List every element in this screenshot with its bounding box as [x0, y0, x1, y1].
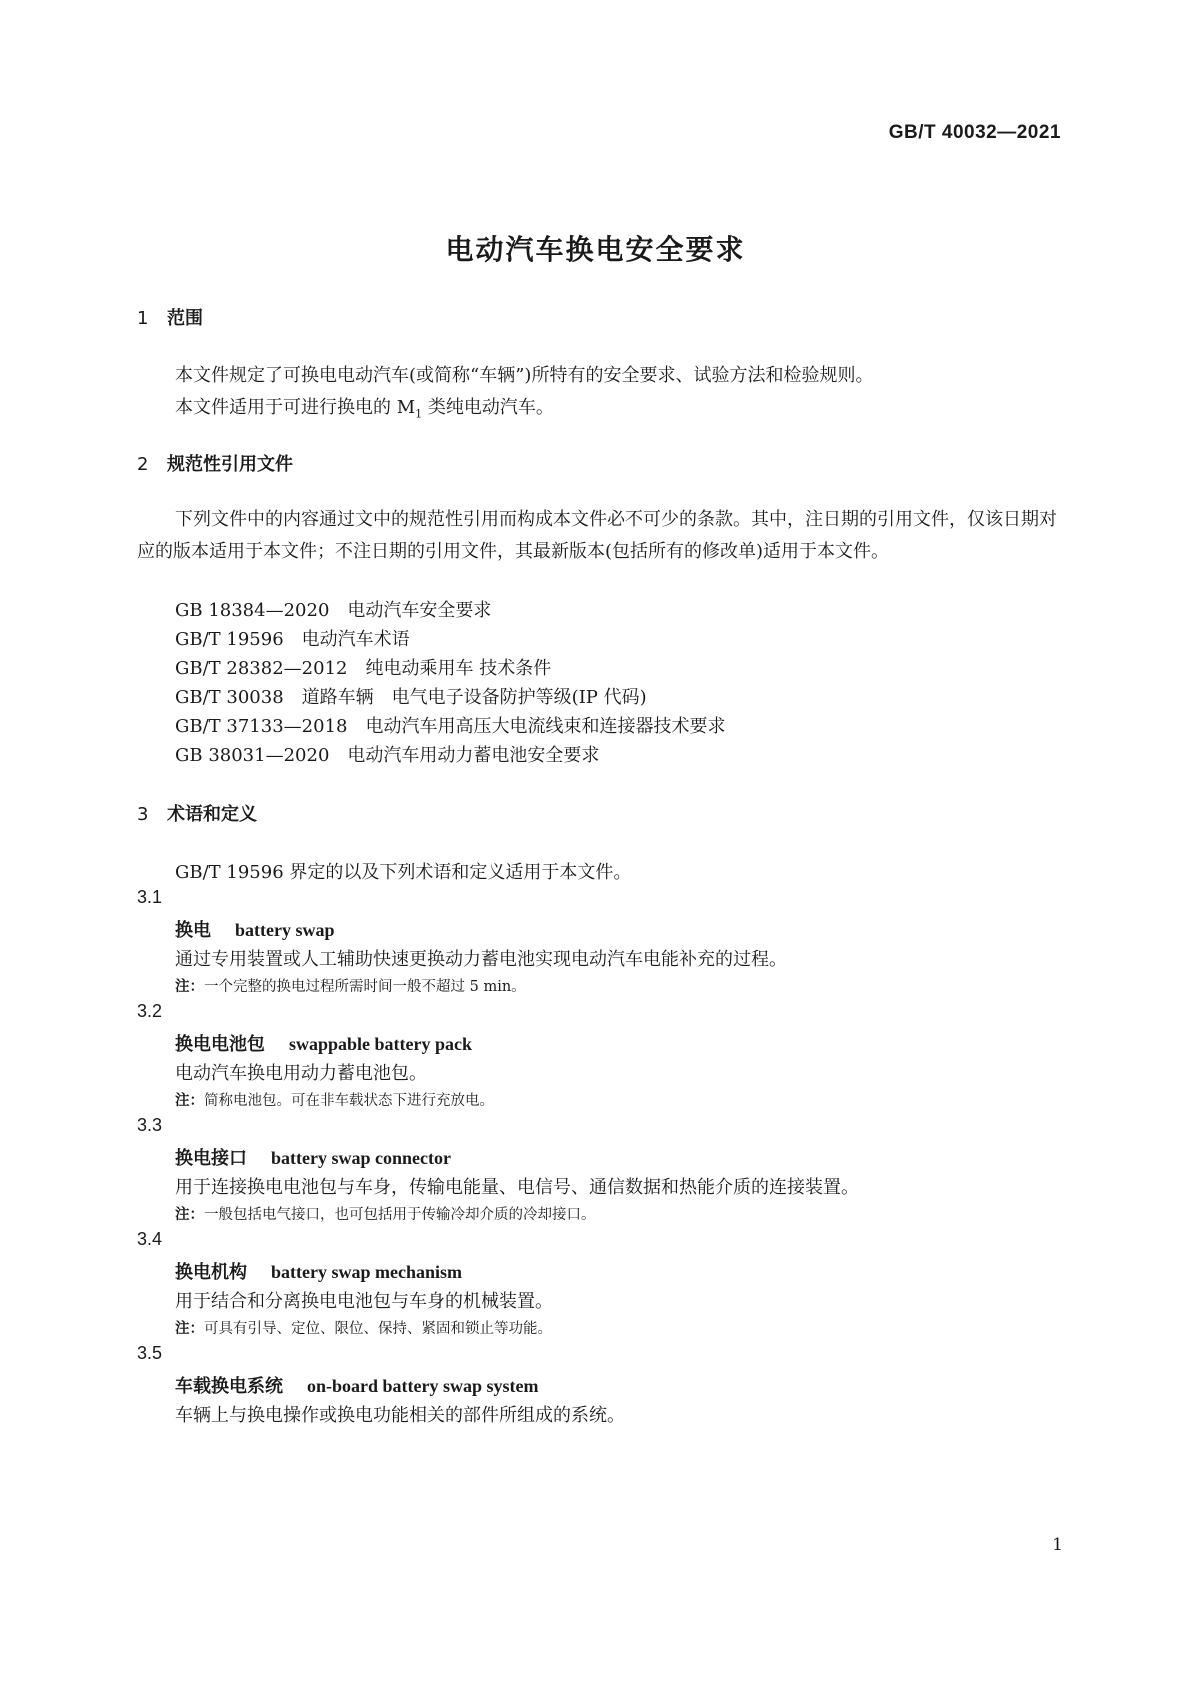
term-name: 换电电池包 swappable battery pack	[175, 1034, 473, 1055]
reference-item: GB 18384—2020 电动汽车安全要求	[175, 600, 492, 621]
term-definition: 用于结合和分离换电电池包与车身的机械装置。	[175, 1291, 553, 1312]
reference-item: GB/T 19596 电动汽车术语	[175, 629, 410, 650]
section-number: 1	[137, 308, 149, 329]
term-definition: 车辆上与换电操作或换电功能相关的部件所组成的系统。	[175, 1405, 625, 1426]
normative-intro	[137, 504, 1067, 568]
term-name: 换电接口 battery swap connector	[175, 1148, 451, 1169]
page-number: 1	[1052, 1535, 1063, 1555]
section-1-heading	[137, 304, 203, 330]
terms-intro: GB/T 19596 界定的以及下列术语和定义适用于本文件。	[175, 862, 632, 883]
term-number: 3.1	[137, 887, 163, 907]
reference-item: GB 38031—2020 电动汽车用动力蓄电池安全要求	[175, 745, 600, 766]
section-number: 2	[137, 454, 149, 475]
scope-paragraph-1: 本文件规定了可换电电动汽车(或简称“车辆”)所特有的安全要求、试验方法和检验规则。	[175, 365, 874, 386]
document-title: 电动汽车换电安全要求	[445, 233, 746, 266]
term-note: 注：一般包括电气接口，也可包括用于传输冷却介质的冷却接口。	[175, 1207, 596, 1223]
term-name: 换电 battery swap	[175, 920, 335, 941]
term-definition: 电动汽车换电用动力蓄电池包。	[175, 1063, 427, 1084]
term-definition: 用于连接换电电池包与车身，传输电能量、电信号、通信数据和热能介质的连接装置。	[175, 1177, 859, 1198]
standard-code: GB/T 40032—2021	[888, 122, 1061, 143]
term-note: 注：一个完整的换电过程所需时间一般不超过 5 min。	[175, 979, 526, 995]
section-title: 范围	[167, 308, 203, 329]
reference-item: GB/T 30038 道路车辆 电气电子设备防护等级(IP 代码)	[175, 687, 647, 708]
term-number: 3.5	[137, 1343, 163, 1363]
term-note: 注：简称电池包。可在非车载状态下进行充放电。	[175, 1093, 494, 1109]
section-2-heading	[137, 450, 293, 476]
term-number: 3.4	[137, 1229, 163, 1249]
term-definition: 通过专用装置或人工辅助快速更换动力蓄电池实现电动汽车电能补充的过程。	[175, 949, 787, 970]
term-number: 3.3	[137, 1115, 163, 1135]
normative-intro-text: 下列文件中的内容通过文中的规范性引用而构成本文件必不可少的条款。其中，注日期的引用文件，仅该日期对应的版本适用于本文件；不注日期的引用文件，其最新版本(包括所有的修改单)适用于本文件。	[137, 509, 1057, 562]
scope-text	[137, 360, 1067, 431]
section-title: 规范性引用文件	[167, 454, 293, 475]
term-number: 3.2	[137, 1001, 163, 1021]
reference-item: GB/T 37133—2018 电动汽车用高压大电流线束和连接器技术要求	[175, 716, 726, 737]
term-name: 车载换电系统 on-board battery swap system	[175, 1376, 539, 1397]
section-number: 3	[137, 804, 149, 825]
term-name: 换电机构 battery swap mechanism	[175, 1262, 462, 1283]
term-note: 注：可具有引导、定位、限位、保持、紧固和锁止等功能。	[175, 1321, 552, 1337]
section-title: 术语和定义	[167, 804, 257, 825]
reference-item: GB/T 28382—2012 纯电动乘用车 技术条件	[175, 658, 552, 679]
section-3-heading	[137, 800, 257, 826]
scope-paragraph-2: 本文件适用于可进行换电的 $M_1$ 类纯电动汽车。	[175, 397, 554, 421]
